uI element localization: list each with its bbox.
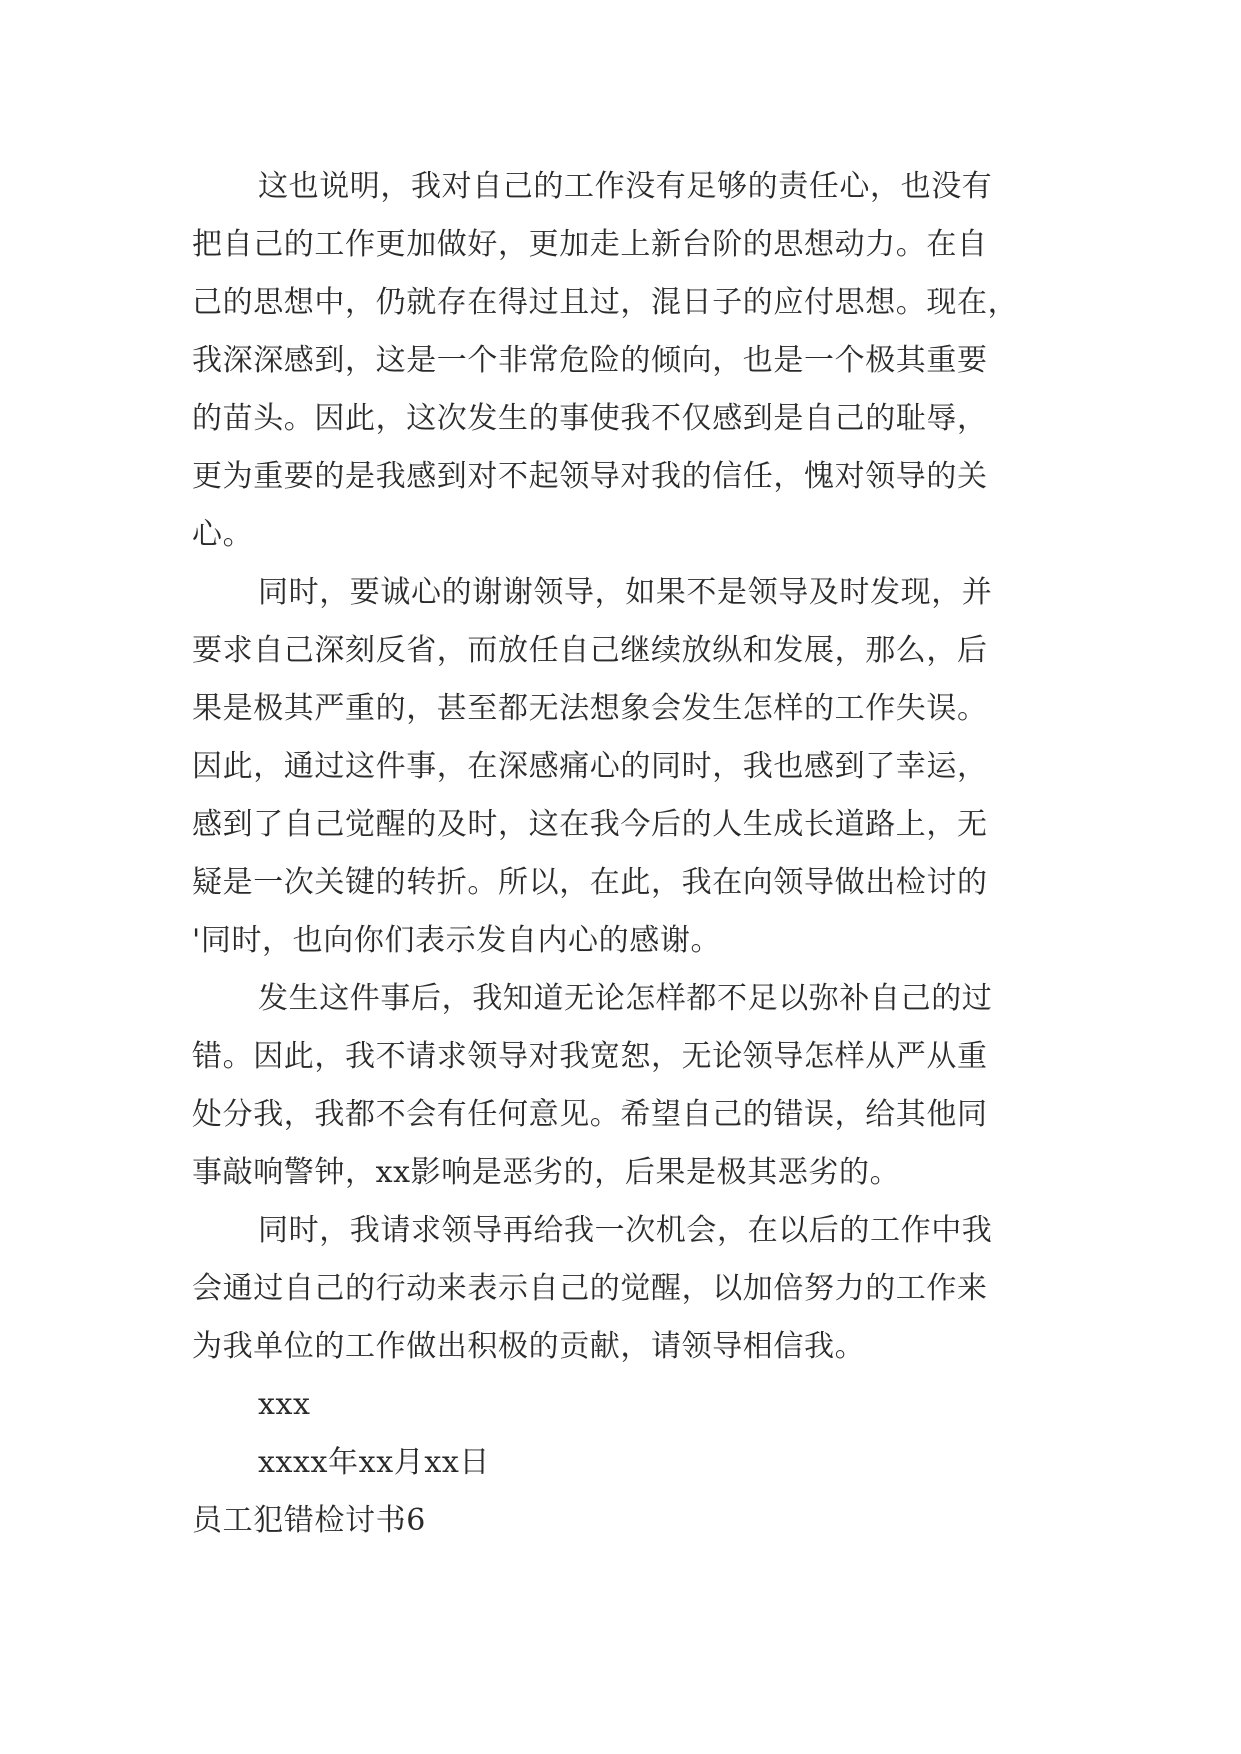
paragraph-3-line-3: 处分我，我都不会有任何意见。希望自己的错误，给其他同 bbox=[192, 1097, 988, 1132]
paragraph-1-line-6: 更为重要的是我感到对不起领导对我的信任，愧对领导的关 bbox=[192, 459, 988, 494]
paragraph-1-line-1: 这也说明，我对自己的工作没有足够的责任心，也没有 bbox=[258, 169, 993, 204]
paragraph-1-line-7: 心。 bbox=[192, 517, 254, 552]
paragraph-1-line-5: 的苗头。因此，这次发生的事使我不仅感到是自己的耻辱， bbox=[192, 401, 988, 436]
paragraph-2-line-2: 要求自己深刻反省，而放任自己继续放纵和发展，那么，后 bbox=[192, 633, 988, 668]
next-section-title: 员工犯错检讨书6 bbox=[192, 1503, 426, 1538]
signature: xxx bbox=[258, 1387, 311, 1422]
paragraph-4-line-2: 会通过自己的行动来表示自己的觉醒，以加倍努力的工作来 bbox=[192, 1271, 988, 1306]
paragraph-4-line-1: 同时，我请求领导再给我一次机会，在以后的工作中我 bbox=[258, 1213, 993, 1248]
paragraph-3-line-4: 事敲响警钟，xx影响是恶劣的，后果是极其恶劣的。 bbox=[192, 1155, 901, 1190]
paragraph-1-line-2: 把自己的工作更加做好，更加走上新台阶的思想动力。在自 bbox=[192, 227, 988, 262]
paragraph-1-line-3: 己的思想中，仍就存在得过且过，混日子的应付思想。现在， bbox=[192, 285, 1019, 320]
paragraph-2-line-1: 同时，要诚心的谢谢领导，如果不是领导及时发现，并 bbox=[258, 575, 993, 610]
document-page bbox=[192, 158, 1052, 1550]
paragraph-4-line-3: 为我单位的工作做出积极的贡献，请领导相信我。 bbox=[192, 1329, 866, 1364]
paragraph-2-line-4: 因此，通过这件事，在深感痛心的同时，我也感到了幸运， bbox=[192, 749, 988, 784]
paragraph-1-line-4: 我深深感到，这是一个非常危险的倾向，也是一个极其重要 bbox=[192, 343, 988, 378]
paragraph-3-line-2: 错。因此，我不请求领导对我宽恕，无论领导怎样从严从重 bbox=[192, 1039, 988, 1074]
paragraph-2-line-5: 感到了自己觉醒的及时，这在我今后的人生成长道路上，无 bbox=[192, 807, 988, 842]
paragraph-2-line-6: 疑是一次关键的转折。所以，在此，我在向领导做出检讨的 bbox=[192, 865, 988, 900]
paragraph-2-line-7: '同时，也向你们表示发自内心的感谢。 bbox=[192, 923, 722, 958]
date: xxxx年xx月xx日 bbox=[258, 1445, 490, 1480]
paragraph-2-line-3: 果是极其严重的，甚至都无法想象会发生怎样的工作失误。 bbox=[192, 691, 988, 726]
paragraph-3-line-1: 发生这件事后，我知道无论怎样都不足以弥补自己的过 bbox=[258, 981, 993, 1016]
